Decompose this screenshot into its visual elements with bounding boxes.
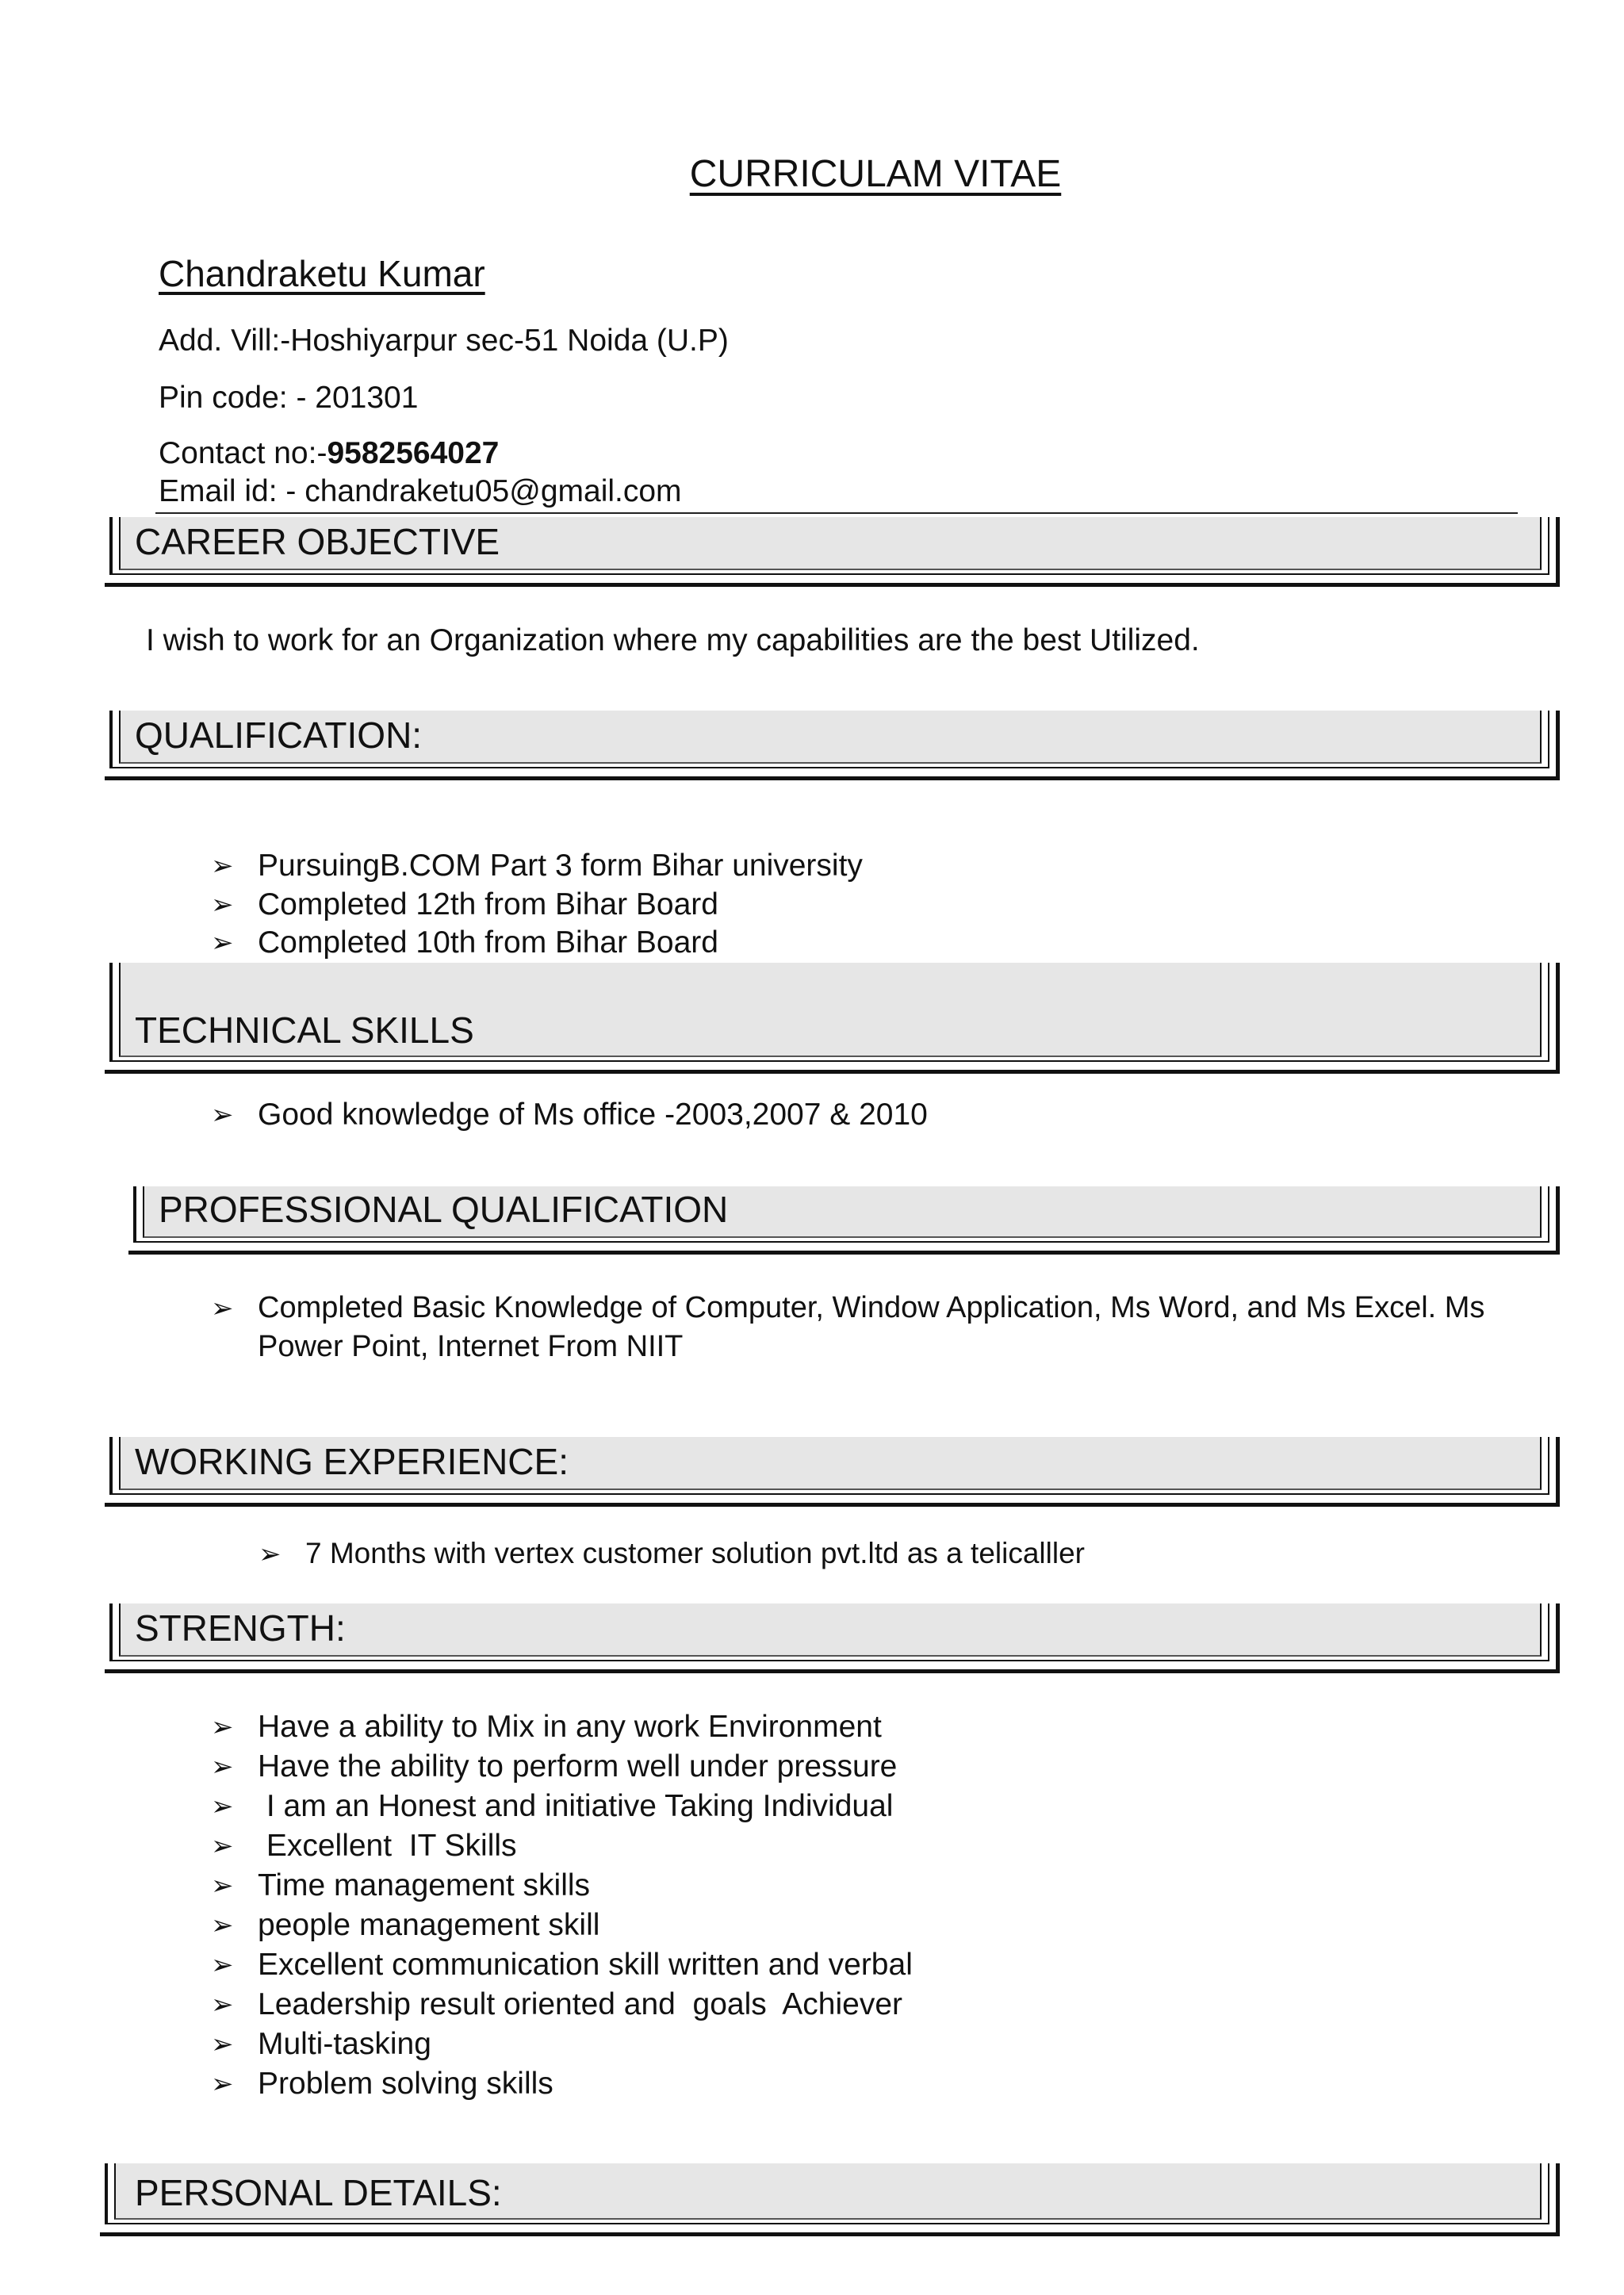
divider bbox=[155, 512, 1518, 514]
arrow-bullet-icon: ➢ bbox=[259, 1539, 282, 1569]
section-heading: PERSONAL DETAILS: bbox=[135, 2172, 502, 2213]
arrow-bullet-icon: ➢ bbox=[211, 1910, 234, 1941]
arrow-bullet-icon: ➢ bbox=[211, 1712, 234, 1742]
section-qualification bbox=[105, 711, 1560, 780]
section-technical-skills bbox=[105, 963, 1560, 1074]
list-item: ➢ I am an Honest and initiative Taking Individual bbox=[211, 1789, 894, 1823]
arrow-bullet-icon: ➢ bbox=[211, 1100, 234, 1130]
section-heading: WORKING EXPERIENCE: bbox=[135, 1441, 569, 1482]
list-item: ➢ Excellent IT Skills bbox=[211, 1829, 517, 1863]
section-heading: QUALIFICATION: bbox=[135, 715, 423, 756]
arrow-bullet-icon: ➢ bbox=[211, 890, 234, 920]
section-heading: STRENGTH: bbox=[135, 1607, 346, 1649]
professional-qualification-item: ➢ Completed Basic Knowledge of Computer, Window Application, Ms Word, and Ms Excel. Ms Power Point, Internet From NIIT bbox=[211, 1291, 1485, 1363]
candidate-name: Chandraketu Kumar bbox=[159, 253, 485, 294]
list-item: ➢ Have a ability to Mix in any work Environment bbox=[211, 1710, 882, 1744]
career-objective-text: I wish to work for an Organization where my capabilities are the best Utilized. bbox=[146, 623, 1200, 657]
section-professional-qualification bbox=[128, 1186, 1560, 1255]
pin-code-line: Pin code: - 201301 bbox=[159, 381, 419, 415]
section-working-experience bbox=[105, 1437, 1560, 1507]
arrow-bullet-icon: ➢ bbox=[211, 928, 234, 958]
address-line: Add. Vill:-Hoshiyarpur sec-51 Noida (U.P) bbox=[159, 324, 729, 358]
arrow-bullet-icon: ➢ bbox=[211, 1950, 234, 1980]
qualification-list bbox=[211, 849, 863, 964]
section-heading: TECHNICAL SKILLS bbox=[135, 1010, 474, 1051]
arrow-bullet-icon: ➢ bbox=[211, 1791, 234, 1822]
list-item: ➢ Completed 10th from Bihar Board bbox=[211, 925, 718, 960]
list-item: ➢ 7 Months with vertex customer solution pvt.ltd as a telicalller bbox=[259, 1537, 1085, 1569]
contact-line bbox=[159, 436, 499, 471]
list-item: ➢ Leadership result oriented and goals Achiever bbox=[211, 1987, 903, 2021]
working-experience-list bbox=[259, 1537, 1085, 1570]
section-career-objective bbox=[105, 517, 1560, 587]
list-item: ➢ Good knowledge of Ms office -2003,2007 & 2010 bbox=[211, 1098, 928, 1132]
list-item: ➢ Have the ability to perform well under pressure bbox=[211, 1749, 898, 1784]
list-item: ➢ Problem solving skills bbox=[211, 2067, 553, 2101]
arrow-bullet-icon: ➢ bbox=[211, 1871, 234, 1901]
contact-label: Contact no:- bbox=[159, 436, 327, 470]
list-item: ➢ PursuingB.COM Part 3 form Bihar university bbox=[211, 849, 863, 883]
technical-skills-list bbox=[211, 1098, 928, 1132]
list-item: ➢ Time management skills bbox=[211, 1868, 591, 1902]
section-personal-details bbox=[100, 2163, 1560, 2236]
list-item: ➢ people management skill bbox=[211, 1908, 600, 1942]
list-item: ➢ Excellent communication skill written and verbal bbox=[211, 1948, 913, 1982]
arrow-bullet-icon: ➢ bbox=[211, 851, 234, 881]
arrow-bullet-icon: ➢ bbox=[211, 2069, 234, 2099]
list-item: ➢ Multi-tasking bbox=[211, 2027, 431, 2061]
section-strength bbox=[105, 1603, 1560, 1673]
arrow-bullet-icon: ➢ bbox=[211, 1752, 234, 1782]
contact-number: 9582564027 bbox=[327, 436, 500, 470]
email-line: Email id: - chandraketu05@gmail.com bbox=[159, 474, 682, 508]
arrow-bullet-icon: ➢ bbox=[211, 1831, 234, 1861]
strength-list bbox=[211, 1710, 913, 2106]
document-title: CURRICULAM VITAE bbox=[689, 153, 1062, 195]
arrow-bullet-icon: ➢ bbox=[211, 1990, 234, 2020]
arrow-bullet-icon: ➢ bbox=[211, 1293, 234, 1324]
list-item: ➢ Completed 12th from Bihar Board bbox=[211, 887, 718, 921]
section-heading: PROFESSIONAL QUALIFICATION bbox=[159, 1189, 729, 1230]
arrow-bullet-icon: ➢ bbox=[211, 2029, 234, 2059]
section-heading: CAREER OBJECTIVE bbox=[135, 521, 500, 562]
